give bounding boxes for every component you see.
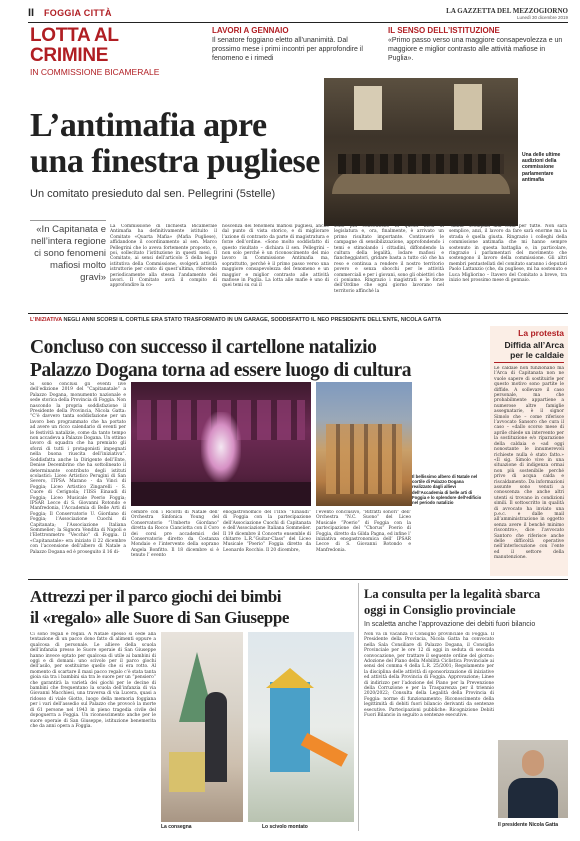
bottom-section-rule — [28, 579, 568, 580]
council-text: Non va in vacanza il Consiglio provinciale di Foggia. Il Presidente della Provincia, Nicola Gatta ha convocato nella Sala Consiliare di Palazzo Dogana, il Consiglio Provinciale per le ore 12 di oggi in seduta di seconda convocazione, per trattare il seguente ordine del giorno: Adozione del Piano della Mobilità Ciclistica Provinciale ai sensi del comma 4 della L.R. 25/2001; Regolamento per la disciplina delle attività di sponsorizzazione di iniziative ed attività della Provincia di Foggia. Approvazione; Linee di indirizzo per l’adozione del Piano per la Prevenzione della Corruzione e per la Trasparenza per il triennio 2020/2022; Consulta della Legalità della Provincia di Foggia: norme di funzionamento; Riconoscimento della legittimità di debiti fuori bilancio derivanti da sentenze esecutive. Partecipazioni pubbliche: Ricognizione Debiti Fuori Bilancio in seguito a sentenze esecutive. — [364, 632, 494, 719]
newspaper-name: LA GAZZETTA DEL MEZZOGIORNO — [446, 7, 568, 15]
photo-suit — [508, 778, 558, 818]
works-kicker — [212, 26, 372, 63]
slide-photo — [248, 632, 354, 822]
christmas-headline-line2: Palazzo Dogana torna ad essere luogo di cultura — [30, 360, 412, 381]
institution-kicker — [388, 26, 568, 63]
christmas-photo — [131, 382, 311, 506]
institution-kicker-title: IL SENSO DELL’ISTITUZIONE — [388, 26, 500, 35]
page-number: II — [28, 7, 35, 19]
commission-photo — [324, 78, 518, 226]
council-headline-line1: La consulta per la legalità sbarca — [364, 587, 541, 601]
bottom-column-divider — [358, 583, 359, 831]
main-text-col1: La Commissione di Inchiesta Bicamerale Antimafia ha definitivamente istituito il Comitato «Quarta Mafia» (Mafia Pugliese), affidandone il coordinamento al sen. Marco Pellegrini che lo aveva fortemente proposto, e, poi, sollecitato l’istituzione in questi mesi. Il Comitato, ai sensi dell’articolo 5 della legge istitutiva della Commissione, svolgerà attività istruttorie per conto di quest’ultima, riferendo periodicamente alla stessa l’andamento dei lavori. Il Comitato avrà il compito di approfondire la co- — [110, 224, 217, 289]
photo-head — [522, 750, 544, 776]
section-name: FOGGIA CITTÀ — [44, 8, 112, 18]
christmas-kicker-line — [30, 316, 470, 325]
christmas-photo-caption: Il bellissimo albero di Natale nel cortile di Palazzo Dogana realizzato dagli allievi dell’Accademia di belle arti di Foggia e lo splendore dell’edificio nel periodo natalizio — [412, 474, 482, 506]
protest-text: Le caldaie non funzionano ma l’Arca di Capitanata non ne vuole sapere di sostituirle per questo motivo sono partite le diffide. A sollevare il caso personale, ma che probabilmente appartiene a numerose altre famiglie assegnatarie, è il signor Simolo che – come riferisce l’avvocato Sansoro che cura il caso – «dallo scorso mese di aprile chiede un intervento per la sostituzione e/o riparazione della caldaia e «ad oggi nonostante le innumerevoli richieste nulla è stato fatto.» «Il sig. Simolo vive in una situazione di indigenza ormai non più sostenibile perché privo di acqua calda e riscaldamento. Da informazioni assunte sono venuti a conoscenza che anche altri utenti si trovano in condizioni simili. Il sottoscritto in qualità di avvocato ha inviato una p.e.c. e dalle mail all’amministrazione in oggetto senza avere il benché minimo riscontro», dice l’avvocato Santoro che riferisce anche delle difficoltà operative nell’interlocuzione con l’ente ed il settore della manutenzione. — [494, 366, 564, 561]
photo-slide-tower — [270, 682, 310, 772]
quote-rule — [30, 220, 106, 221]
building-photo — [316, 382, 412, 506]
main-text-col3: sono più concentrato in questi mesi di legislatura e, ora, finalmente, è arrivato un primo risultato importante. Continuerò le campagne di sensibilizzazione, approfondendo i temi e stimolando i cittadini, diffondendo la cultura della legalità, lodare mafiosi e fiancheggiatori, gridare basta a tutto ciò che ha reso e continua a rendere il nostro territorio povero e senza sbocchi per le attività commerciali e per i giovani, sono gli obiettivi che ci poniamo. Ringrazio i magistrati e le forze dell’Ordine che ogni giorno lavorano nel territorio affinché la — [334, 224, 444, 294]
council-headline-line2: oggi in Consiglio provinciale — [364, 603, 516, 617]
slide-photo-caption: Lo scivolo montato — [262, 824, 308, 830]
main-headline-line2: una finestra pugliese — [30, 143, 320, 180]
toys-headline — [30, 586, 356, 628]
commission-photo-caption: Una delle ultime audizioni della commissione parlamentare antimafia — [522, 152, 561, 183]
protest-header: La protesta — [518, 328, 564, 338]
christmas-tag: L’INIZIATIVA — [30, 317, 62, 323]
photo-slide-roof — [266, 668, 314, 688]
photo-gift — [169, 752, 205, 792]
main-headline — [30, 108, 330, 180]
toys-headline-line1: Attrezzi per il parco giochi dei bimbi — [30, 587, 282, 606]
photo-tree-glow — [201, 412, 241, 482]
protest-box — [490, 326, 568, 576]
main-subhead: Un comitato presieduto dal sen. Pellegrini (5stelle) — [30, 188, 276, 200]
issue-date: Lunedì 30 dicembre 2019 — [516, 15, 568, 20]
crime-kicker-title: LOTTA AL CRIMINE — [30, 25, 119, 66]
main-headline-line1: L’antimafia apre — [30, 107, 267, 144]
christmas-kicker: NEGLI ANNI SCORSI IL CORTILE ERA STATO TRASFORMATO IN UN GARAGE, SODDISFATTO IL NEO PRESIDENTE DELL’ENTE, NICOLA GATTA — [63, 317, 442, 323]
photo-window — [354, 86, 382, 130]
works-kicker-text: Il senatore foggiano eletto all’unanimità. Dal prossimo mese i primi incontri per approfondire il fenomeno e i rimedi — [212, 37, 363, 62]
toys-headline-line2: il «regalo» alle Suore di San Giuseppe — [30, 608, 290, 627]
section-rule — [28, 313, 568, 314]
christmas-text-col2: cembre con i Ricordi di Natale dell’ Orchestra Sinfonica Young del Conservatorio “Umberto Giordano” diretta da Rocco Cianciotta con il Coro dei corsi pre accademici del Conservatorio diretto da Costanza Mondaio e l’intervento della soprano Angela Bonfitto. Il 18 dicembre si è tenuto l’ evento — [131, 510, 219, 559]
photo-ground — [131, 482, 311, 506]
delivery-photo — [161, 632, 243, 822]
crime-kicker-subtitle: IN COMMISSIONE BICAMERALE — [30, 67, 160, 77]
council-subhead: In scaletta anche l’approvazione dei debiti fuori bilancio — [364, 621, 536, 628]
christmas-text-col1: Si sono conclusi gli eventi live dell’edizione 2019 del “Capitanatale” a Palazzo Dogana, monumento nazionale e sede storica della Provincia di Foggia. Non nascondo la propria soddisfazione il Presidente della Provincia, Nicola Gatta: “C’è davvero tanta soddisfazione per un lavoro ben programmato che ha portato ad avere un ricco calendario di eventi per le festività natalizie, come da tanto tempo non accadeva a Palazzo Dogana. Un ottimo lavoro di squadra che ha premiato gli sforzi di tutti i protagonisti impegnati nella buona riuscita dell’iniziativa”. Soddisfatta anche la Dirigente dell’Ente, Denise Decembrino che ha sottolineato il determinante contributo degli istituti scolastici: Liceo Artistico Perugini di San Severo, ITPSA Marano - da Vinci di Foggia; Liceo Artistico Zingarelli - S. Cuore di Cerignola; l’IISS Einaudi di Foggia; Liceo Musicale Poerio Foggia; IPSAR Lecce di S. Giovanni Rotondo e Manfredonia, l’Accademia di Belle Arti di Foggia; Il Conservatorio U. Giordano di Foggia; l’Associazione Cuochi di Capitanata; l’Associazione Italiana Sommelier; la Signora Vendita di Napoli e l’Elettronmetro “Vecchio” di Foggia. Il «Capitanatale» era iniziato il 22 dicembre con l’accensione dell’albero di Natale a Palazzo Dogana ed è proseguito il 16 di- — [30, 382, 126, 555]
main-text-col2: noscenza dei fenomeni mafiosi pugliesi, anche dal punto di vista storico, e di migliorare l’azione di contrasto da parte di magistratura e forze dell’ordine. «Sono molto soddisfatto di questo risultato – dichiara il sen. Pellegrini – non solo perché è un riconoscimento del mio lavoro in Commissione Antimafia ma, soprattutto, perché è il primo passo verso una maggiore consapevolezza del fenomeno e un maggior e miglior contrasto alle attività mafiose in Puglia. La lotta alle mafie è uno di quei temi su cui il — [222, 224, 329, 289]
council-headline — [364, 586, 570, 618]
photo-nun — [205, 692, 227, 782]
institution-kicker-text: «Primo passo verso una maggiore consapevolezza e un maggiore e miglior contrasto alle attività mafiose in Puglia». — [388, 37, 563, 62]
delivery-photo-caption: La consegna — [161, 824, 192, 830]
header-rule — [28, 22, 568, 23]
toys-text: Ci sono regali e regali. A Natale spesso si cede alla tentazione di un pacco dono fatto di alimenti oppure a qualcosa di personale. Le allieve della scuola dell’infanzia presso le Suore operaie di San Giuseppe hanno invece optato per qualcosa di utile ai bambini di oggi e di domani: uno scivolo per il parco giochi dell’asilo, per sostituirne quello che si era rotto. Al momento di scartare il maxi pacco regalo c’è stata tanta gioia sia tra i bambini sia tra le suore per un “pensiero” che garantirà la varietà dei giochi per le decine di bambini che frequentano la scuola dell’infanzia di via Giovanni Macchiesi, una traversa di via Lucera, quasi a ridosso di viale Giotto, luogo della memoria foggiana per i vari dell’assedio sul Palazzo che provocò la morte di 61 persone nel 1943 in pieno tragedia civile del dopoguerra a Foggia. Un riconoscimento anche per le suore operaie di San Giuseppe, istituzione benemerita che da anni opera a Foggia. — [30, 632, 156, 729]
protest-divider — [494, 362, 564, 363]
christmas-headline — [30, 336, 480, 382]
christmas-text-col3: enogastronomico del l’IISS “Einaudi” di Foggia con la partecipazione dell’Associazione Cuochi di Capitanata e dell’Associazione Italiana Sommelier. Il 19 dicembre il Concerto ensemble di chitarre L.R.”Guitar-Class” del Liceo Musicale “Poerio” Foggia diretto da Leonardo Rocchio. Il 20 dicembre, — [223, 510, 311, 553]
photo-facade — [326, 424, 402, 494]
page-header — [28, 6, 568, 22]
protest-title: Diffida all’Arca per le caldaie — [504, 340, 564, 360]
works-kicker-title: LAVORI A GENNAIO — [212, 26, 289, 35]
crime-kicker — [30, 26, 198, 78]
president-photo-caption: Il presidente Nicola Gatta — [498, 822, 559, 828]
christmas-text-col4: l’evento conclusivo, “Ritratti sonori” dell’ Orchestra “N.C. Suono” del Liceo Musicale “Poerio” di Foggia con la partecipazione del “Chorus” Poerio di Foggia, diretto da Gilda Pagna, ed infine l’ iniziativa enogastronomica dell’ IPSAR Lecce di S. Giovanni Rotondo e Manfredonia. — [316, 510, 411, 553]
photo-window — [454, 84, 482, 130]
main-text-col4: “mafia” scompaia una volta per tutte. Non sarà semplice, anzi, il lavoro da fare sarà enorme ma la strada è quella giusta. Ringrazio i colleghi della commissione antimafia che mi hanno sempre sostenuto in questa battaglia e, in particolare, ringrazio i parlamentari del movimento che sostengono il lavoro della commissione. Gli altri membri pentastellati del comitato saranno i deputati Paolo Lattanzio (che, da pugliese, mi ha sostenuto e Luca Migliorino – Itavero del Comitato a breve, tra inizio nel prossimo mese di gennaio. — [449, 224, 567, 284]
christmas-headline-line1: Concluso con successo il cartellone natalizio — [30, 337, 377, 358]
president-photo — [498, 740, 568, 818]
main-quote: «In Capitanata e nell’intera regione ci sono fenomeni mafiosi molto gravi» — [31, 224, 106, 283]
photo-people — [338, 154, 504, 174]
